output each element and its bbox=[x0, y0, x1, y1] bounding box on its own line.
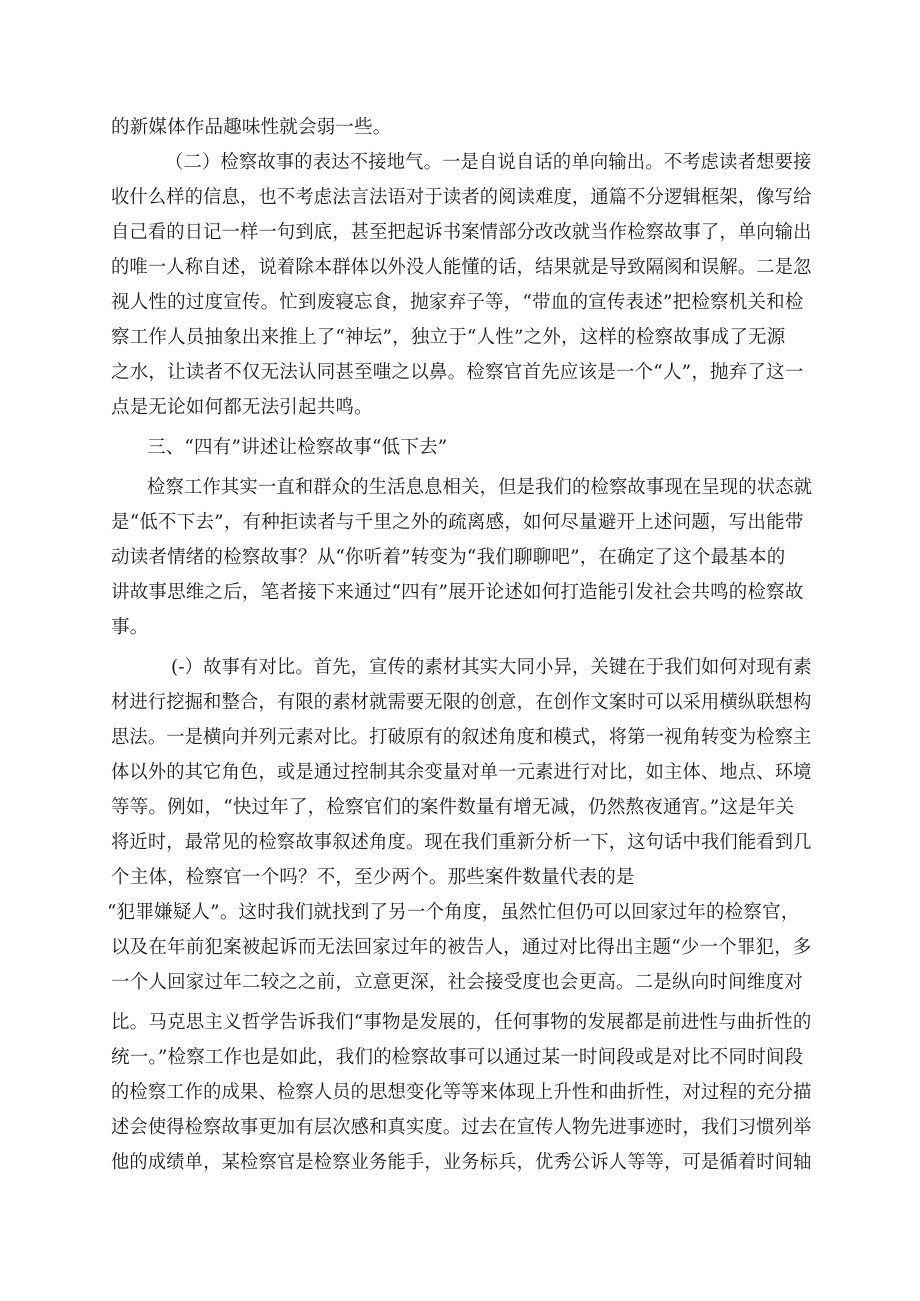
text-line: 个主体，检察官一个吗？不，至少两个。那些案件数量代表的是 bbox=[111, 867, 635, 888]
text-line: 之水，让读者不仅无法认同甚至嗤之以鼻。检察官首先应该是一个“人”，抛弃了这一 bbox=[111, 362, 804, 383]
text-line: 述会使得检察故事更加有层次感和真实度。过去在宣传人物先进事迹时，我们习惯列举 bbox=[111, 1117, 812, 1138]
text-line: 自己看的日记一样一句到底，甚至把起诉书案情部分改改就当作检察故事了，单向输出 bbox=[111, 222, 812, 243]
text-line: “犯罪嫌疑人”。这时我们就找到了另一个角度，虽然忙但仍可以回家过年的检察官， bbox=[107, 902, 800, 923]
text-line: 事。 bbox=[111, 617, 149, 638]
text-line: 检察工作其实一直和群众的生活息息相关，但是我们的检察故事现在呈现的状态就 bbox=[147, 477, 813, 498]
text-line: 动读者情绪的检察故事？从“你听着”转变为“我们聊聊吧”，在确定了这个最基本的 bbox=[111, 547, 786, 568]
text-line: 等等。例如，“快过年了，检察官们的案件数量有增无减，仍然熬夜通宵。”这是年关 bbox=[111, 797, 795, 818]
text-line: 是“低不下去”，有种拒读者与千里之外的疏离感，如何尽量避开上述问题，写出能带 bbox=[111, 512, 804, 533]
text-line: 思法。一是横向并列元素对比。打破原有的叙述角度和模式，将第一视角转变为检察主 bbox=[111, 727, 812, 748]
text-line: 材进行挖掘和整合，有限的素材就需要无限的创意，在创作文案时可以采用横纵联想构 bbox=[111, 692, 812, 713]
text-line: 比。马克思主义哲学告诉我们“事物是发展的，任何事物的发展都是前进性与曲折性的 bbox=[111, 1012, 812, 1033]
text-line: 视人性的过度宣传。忙到废寝忘食，抛家弃子等，“带血的宣传表述”把检察机关和检 bbox=[111, 292, 804, 313]
text-line: 一个人回家过年二较之之前，立意更深，社会接受度也会更高。二是纵向时间维度对 bbox=[111, 972, 803, 993]
text-line: 体以外的其它角色，或是通过控制其余变量对单一元素进行对比，如主体、地点、环境 bbox=[111, 762, 812, 783]
text-line: 以及在年前犯案被起诉而无法回家过年的被告人，通过对比得出主题“少一个罪犯，多 bbox=[111, 937, 812, 958]
text-line: 他的成绩单，某检察官是检察业务能手，业务标兵，优秀公诉人等等，可是循着时间轴 bbox=[111, 1152, 812, 1173]
text-line: 点是无论如何都无法引起共鸣。 bbox=[111, 397, 373, 418]
text-line: 的唯一人称自述，说着除本群体以外没人能懂的话，结果就是导致隔阂和误解。二是忽 bbox=[111, 257, 812, 278]
text-line: 的新媒体作品趣味性就会弱一些。 bbox=[111, 117, 392, 138]
text-line: （二）检察故事的表达不接地气。一是自说自话的单向输出。不考虑读者想要接 bbox=[165, 152, 812, 173]
text-line: 察工作人员抽象出来推上了“神坛”，独立于“人性”之外，这样的检察故事成了无源 bbox=[111, 327, 786, 348]
text-line: 将近时，最常见的检察故事叙述角度。现在我们重新分析一下，这句话中我们能看到几 bbox=[111, 832, 812, 853]
text-line: (-）故事有对比。首先，宣传的素材其实大同小异，关键在于我们如何对现有素 bbox=[171, 657, 812, 678]
text-line: 的检察工作的成果、检察人员的思想变化等等来体现上升性和曲折性，对过程的充分描 bbox=[111, 1082, 812, 1103]
text-line: 统一。”检察工作也是如此，我们的检察故事可以通过某一时间段或是对比不同时间段 bbox=[111, 1047, 804, 1068]
text-line: 收什么样的信息，也不考虑法言法语对于读者的阅读难度，通篇不分逻辑框架，像写给 bbox=[111, 187, 812, 208]
text-line: 讲故事思维之后，笔者接下来通过“四有”展开论述如何打造能引发社会共鸣的检察故 bbox=[111, 582, 804, 603]
section-heading: 三、“四有”讲述让检察故事“低下去” bbox=[147, 437, 448, 458]
